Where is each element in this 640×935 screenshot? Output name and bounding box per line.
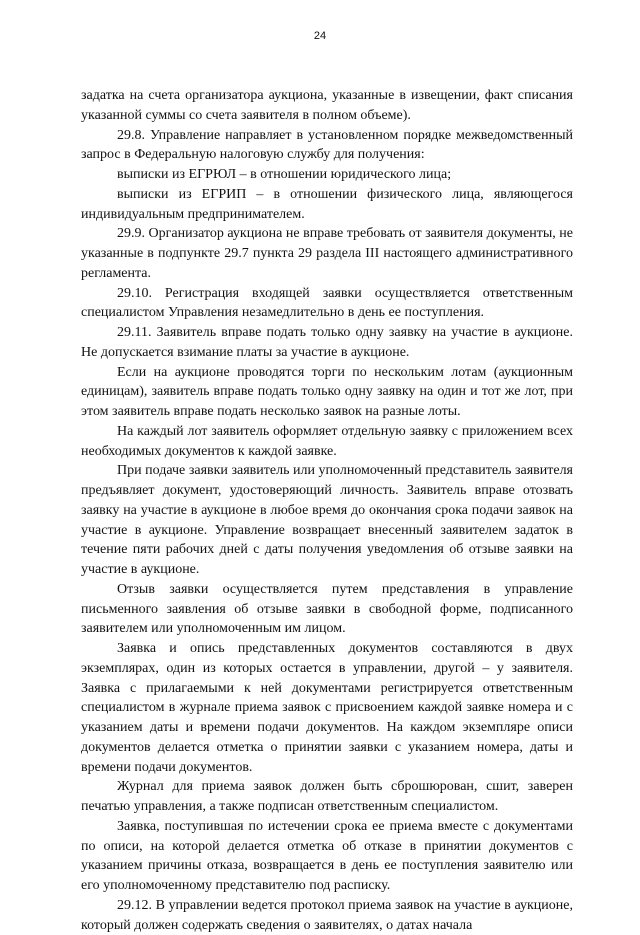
paragraph-29-9: 29.9. Организатор аукциона не вправе требовать от заявителя документы, не указанные в подпункте 29.7 пункта 29 раздела III настоящего административного регламента. xyxy=(81,226,573,281)
paragraph-each-lot: На каждый лот заявитель оформляет отдельную заявку с приложением всех необходимых документов к каждой заявке. xyxy=(81,423,573,459)
paragraph-lots: Если на аукционе проводятся торги по нескольким лотам (аукционным единицам), заявитель вправе подать только одну заявку на один и тот же лот, при этом заявитель вправе подать несколько заявок на разные лоты. xyxy=(81,364,573,419)
paragraph-29-12: 29.12. В управлении ведется протокол приема заявок на участие в аукционе, который должен содержать сведения о заявителях, о датах начала xyxy=(81,897,573,933)
paragraph-29-10: 29.10. Регистрация входящей заявки осуществляется ответственным специалистом Управления незамедлительно в день ее поступления. xyxy=(81,285,573,321)
paragraph-withdrawal: Отзыв заявки осуществляется путем представления в управление письменного заявления об отзыве заявки в свободной форме, подписанного заявителем или уполномоченным им лицом. xyxy=(81,581,573,637)
paragraph-29-8: 29.8. Управление направляет в установленном порядке межведомственный запрос в Федеральную налоговую службу для получения: xyxy=(81,127,573,163)
page-number: 24 xyxy=(313,30,327,42)
paragraph-submission: При подаче заявки заявитель или уполномоченный представитель заявителя предъявляет документ, удостоверяющий личность. Заявитель вправе отозвать заявку на участие в аукционе в любое время до окончания срока подачи заявок на участие в аукционе. Управление возвращает внесенный заявителем задаток в течение пяти рабочих дней с даты получения уведомления об отзыве заявки на участие в аукционе. xyxy=(81,463,573,577)
paragraph-copies: Заявка и опись представленных документов составляются в двух экземплярах, один из которых остается в управлении, другой – у заявителя. Заявка с прилагаемыми к ней документами регистрируется ответственным специалистом в журнале приема заявок с присвоением каждой заявке номера и с указанием даты и времени подачи документов. На каждом экземпляре описи документов делается отметка о принятии заявки с указанием номера, даты и времени подачи документов. xyxy=(81,641,573,775)
paragraph-late-application: Заявка, поступившая по истечении срока ее приема вместе с документами по описи, на которой делается отметка об отказе в принятии документов с указанием причины отказа, возвращается в день ее поступления заявителю или его уполномоченному представителю под расписку. xyxy=(81,818,573,893)
paragraph-continuation: задатка на счета организатора аукциона, указанные в извещении, факт списания указанной суммы со счета заявителя в полном объеме). xyxy=(81,88,573,123)
document-body xyxy=(81,86,573,935)
paragraph-29-11: 29.11. Заявитель вправе подать только одну заявку на участие в аукционе. Не допускается взимание платы за участие в аукционе. xyxy=(81,325,573,360)
paragraph-journal: Журнал для приема заявок должен быть сброшюрован, сшит, заверен печатью управления, а также подписан ответственным специалистом. xyxy=(81,779,573,814)
paragraph-egrip: выписки из ЕГРИП – в отношении физического лица, являющегося индивидуальным предпринимателем. xyxy=(81,186,573,222)
paragraph-egrul: выписки из ЕГРЮЛ – в отношении юридического лица; xyxy=(117,167,452,182)
